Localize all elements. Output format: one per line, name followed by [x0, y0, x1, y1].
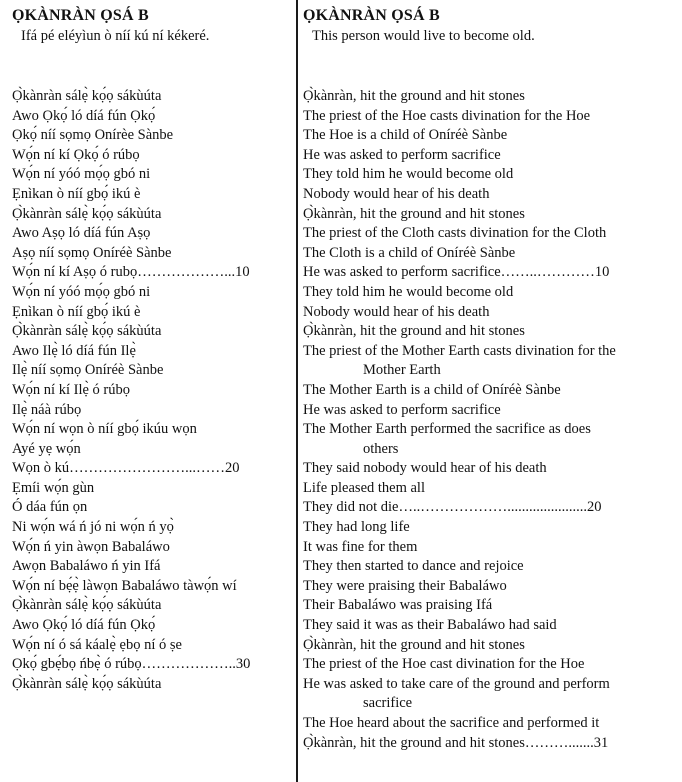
english-line	[303, 714, 677, 734]
english-line	[303, 596, 677, 616]
english-verse	[303, 87, 677, 753]
english-line-text: Nobody would hear of his death	[303, 185, 490, 202]
english-line	[303, 420, 677, 459]
yoruba-line: Ẹnìkan ò níí gbọ́ ikú è	[12, 185, 141, 202]
yoruba-line: Ọ̀kànràn sálẹ̀ kọ́ọ sákùúta	[12, 205, 162, 222]
yoruba-line: Ayé yẹ wọ́n	[12, 440, 81, 457]
english-subtitle: This person would live to become old.	[312, 28, 535, 44]
english-line-text: He was asked to perform sacrifice	[303, 401, 501, 418]
english-line	[303, 616, 677, 636]
yoruba-line: Ọ̀kànràn sálẹ̀ kọ́ọ sákùúta	[12, 88, 162, 104]
english-line-text: Ọ̀kànràn, hit the ground and hit stones	[303, 205, 525, 222]
yoruba-line: Awo Ọkọ́ ló díá fún Ọkọ́	[12, 617, 156, 634]
english-line	[303, 165, 677, 185]
yoruba-line: Awo Ọkọ́ ló díá fún Ọkọ́	[12, 107, 156, 124]
english-line-text: Ọ̀kànràn, hit the ground and hit stones……….......31	[303, 734, 609, 751]
english-line	[303, 244, 677, 264]
english-line	[303, 381, 677, 401]
english-line	[303, 303, 677, 323]
english-line	[303, 107, 677, 127]
english-line	[303, 518, 677, 538]
english-line	[303, 655, 677, 675]
yoruba-line: Wọn ò kú……………………...……20	[12, 460, 240, 477]
yoruba-line: Wọ́n ní wọn ò níí gbọ́ ikúu wọn	[12, 421, 197, 438]
english-line-text: Ọ̀kànràn, hit the ground and hit stones	[303, 323, 525, 340]
english-line-text: Ọ̀kànràn, hit the ground and hit stones	[303, 636, 525, 653]
english-line	[303, 283, 677, 303]
english-line-text: The priest of the Hoe cast divination for the Hoe	[303, 656, 585, 673]
english-line-text: He was asked to perform sacrifice	[303, 146, 501, 163]
english-line-continuation: sacrifice	[363, 695, 413, 712]
yoruba-line: Wọ́n ní ó sá káalẹ̀ ẹbọ ní ó ṣe	[12, 636, 182, 653]
english-line-text: Ọ̀kànràn, hit the ground and hit stones	[303, 88, 525, 104]
yoruba-line: Wọ́n ní kí Aṣọ ó rubọ………………...10	[12, 264, 250, 281]
english-line-text: The Hoe is a child of Oníréè Sànbe	[303, 127, 508, 144]
english-line	[303, 263, 677, 283]
yoruba-title: ỌKÀNRÀN ỌSÁ B	[12, 7, 149, 24]
yoruba-line: Ọkọ́ gbẹ́bọ ńbẹ̀ ó rúbọ………………..30	[12, 656, 251, 673]
yoruba-line: Ọ̀kànràn sálẹ̀ kọ́ọ sákùúta	[12, 597, 162, 614]
english-line	[303, 557, 677, 577]
english-line-continuation: Mother Earth	[363, 362, 441, 379]
english-line	[303, 498, 677, 518]
english-line-text: They told him he would become old	[303, 166, 514, 183]
english-line-text: The priest of the Hoe casts divination for the Hoe	[303, 107, 591, 124]
english-line	[303, 636, 677, 656]
english-line-text: It was fine for them	[303, 538, 418, 555]
english-line-text: They then started to dance and rejoice	[303, 558, 524, 575]
yoruba-line: Awọn Babaláwo ń yin Ifá	[12, 558, 161, 575]
english-line	[303, 479, 677, 499]
english-line-text: Their Babaláwo was praising Ifá	[303, 597, 493, 614]
column-divider	[296, 0, 298, 782]
yoruba-subtitle: Ifá pé eléyìun ò níí kú ní kékeré.	[21, 28, 210, 44]
yoruba-line: Ó dáa fún ọn	[12, 499, 88, 516]
english-line-text: The priest of the Mother Earth casts divination for the	[303, 342, 616, 359]
english-line	[303, 205, 677, 225]
english-line	[303, 538, 677, 558]
english-line-continuation: others	[363, 440, 399, 457]
yoruba-line: Ilẹ̀ níí sọmọ Oníréè Sànbe	[12, 362, 164, 379]
english-line-text: They said it was as their Babaláwo had said	[303, 617, 557, 634]
yoruba-line: Awo Ilẹ̀ ló díá fún Ilẹ̀	[12, 342, 136, 359]
english-line	[303, 146, 677, 166]
english-line	[303, 224, 677, 244]
english-line-text: The Mother Earth performed the sacrifice as does	[303, 421, 591, 438]
yoruba-line: Wọ́n ní bẹ́ẹ̀ làwọn Babaláwo tàwọ́n wí	[12, 577, 237, 594]
yoruba-line: Wọ́n ní kí Ọkọ́ ó rúbọ	[12, 146, 140, 163]
english-line	[303, 126, 677, 146]
yoruba-line: Aṣọ níí sọmọ Oníréè Sànbe	[12, 244, 172, 261]
english-line-text: The Hoe heard about the sacrifice and performed it	[303, 715, 600, 731]
yoruba-line: Wọ́n ń yin àwọn Babaláwo	[12, 538, 170, 555]
yoruba-line: Wọ́n ní yóó mọ́ọ gbó ni	[12, 166, 151, 183]
yoruba-line: Ọ̀kànràn sálẹ̀ kọ́ọ sákùúta	[12, 323, 162, 340]
yoruba-line: Ẹmíi wọ́n gùn	[12, 479, 95, 496]
english-line-text: The Mother Earth is a child of Oníréè Sànbe	[303, 381, 561, 398]
english-line	[303, 675, 677, 714]
yoruba-line: Ẹnìkan ò níí gbọ́ ikú è	[12, 303, 141, 320]
english-title: ỌKÀNRÀN ỌSÁ B	[303, 7, 440, 24]
english-line-text: They were praising their Babaláwo	[303, 577, 507, 594]
english-line	[303, 185, 677, 205]
english-line	[303, 342, 677, 381]
english-line-text: They told him he would become old	[303, 283, 514, 300]
english-line-text: The priest of the Cloth casts divination for the Cloth	[303, 225, 607, 242]
yoruba-line: Ilẹ̀ náà rúbọ	[12, 401, 82, 418]
yoruba-line: Ọkọ́ níí sọmọ Onírèe Sànbe	[12, 127, 174, 144]
yoruba-line: Wọ́n ní yóó mọ́ọ gbó ni	[12, 283, 151, 300]
english-line-text: They had long life	[303, 519, 410, 536]
english-line	[303, 459, 677, 479]
english-line	[303, 87, 677, 107]
english-line-text: Nobody would hear of his death	[303, 303, 490, 320]
yoruba-line: Ọ̀kànràn sálẹ̀ kọ́ọ sákùúta	[12, 675, 162, 692]
english-line-text: He was asked to take care of the ground and perform	[303, 675, 610, 692]
english-line	[303, 734, 677, 754]
yoruba-line: Ni wọ́n wá ń jó ni wọ́n ń yọ̀	[12, 519, 174, 536]
english-line	[303, 322, 677, 342]
yoruba-line: Wọ́n ní kí Ilẹ̀ ó rúbọ	[12, 381, 130, 398]
english-line-text: The Cloth is a child of Oníréè Sànbe	[303, 244, 516, 261]
english-line	[303, 401, 677, 421]
english-line-text: Life pleased them all	[303, 479, 425, 496]
english-line	[303, 577, 677, 597]
yoruba-verse	[12, 87, 288, 694]
english-line-text: They said nobody would hear of his death	[303, 460, 547, 477]
yoruba-line: Awo Aṣọ ló díá fún Aṣọ	[12, 225, 151, 242]
english-line-text: They did not die…..………………......................20	[303, 499, 602, 516]
english-line-text: He was asked to perform sacrifice……..…………10	[303, 264, 610, 281]
